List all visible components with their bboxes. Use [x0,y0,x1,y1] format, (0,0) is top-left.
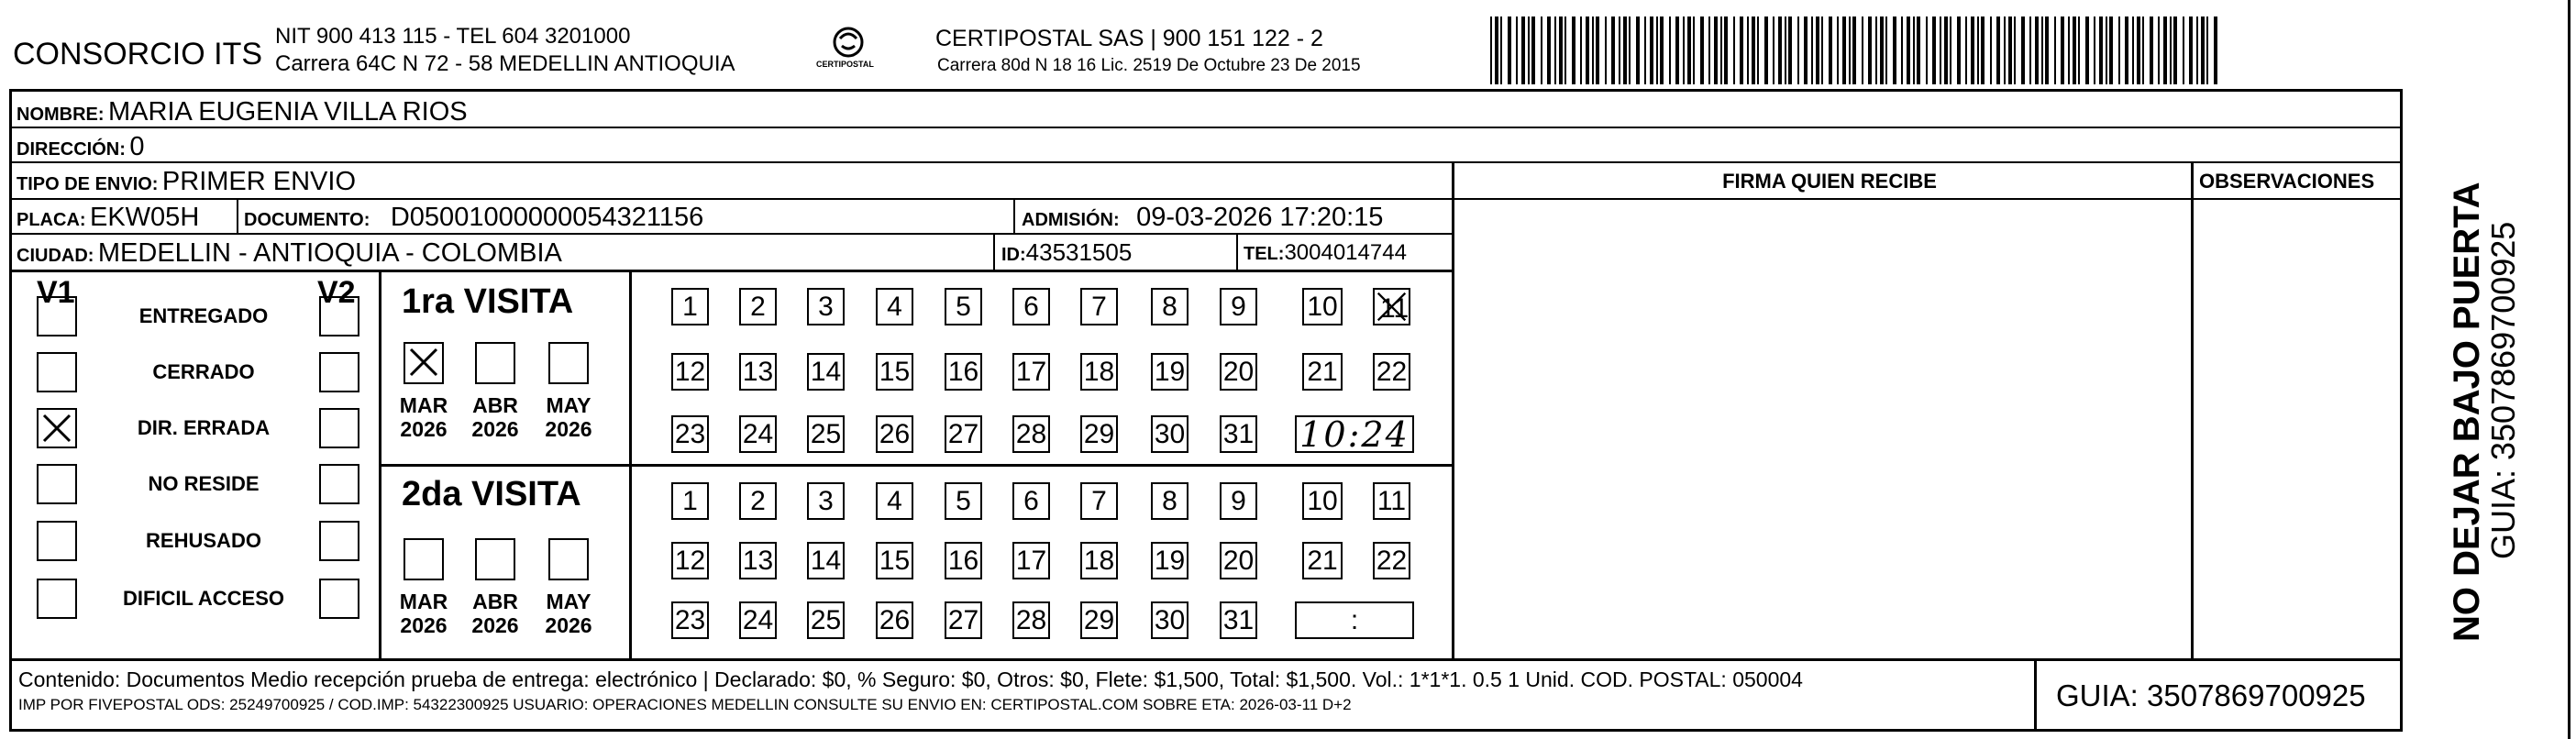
company-name: CONSORCIO ITS [13,37,263,72]
barcode-bar [1708,17,1710,84]
tel-label: TEL: [1244,244,1285,264]
barcode-bar [1683,17,1685,84]
row-line [9,198,1454,200]
barcode-bar [1996,17,2000,84]
day-box-22[interactable]: 22 [1373,542,1410,579]
barcode-bar [2035,17,2039,84]
day-box-7[interactable]: 7 [1080,288,1118,325]
month-label: ABR [472,393,518,417]
barcode-bar [2099,17,2103,84]
frame-bottom [9,729,2403,732]
barcode-bar [1764,17,1768,84]
barcode-bar [1580,17,1582,84]
status-label-1: CERRADO [152,360,255,383]
barcode-bar [2061,17,2064,84]
month-checkbox-may[interactable] [548,342,589,384]
day-box-14[interactable]: 14 [807,542,845,579]
row-line [9,127,2403,128]
barcode-bar [1656,17,1658,84]
barcode-bar [1611,17,1615,84]
v2-checkbox-0[interactable] [319,296,359,336]
row-line [9,161,2403,163]
v2-checkbox-3[interactable] [319,464,359,504]
barcode-bar [2132,17,2134,84]
barcode-bar [1849,17,1851,84]
barcode-bar [1797,17,1799,84]
barcode-bar [1490,17,1492,84]
day-box-3[interactable]: 3 [807,482,845,520]
barcode-bar [1852,17,1856,84]
barcode-bar [1605,17,1607,84]
barcode-bar [1917,17,1920,84]
barcode-bar [1693,17,1695,84]
month-checkbox-abr[interactable] [475,538,515,580]
day-box-7[interactable]: 7 [1080,482,1118,520]
day-box-22[interactable]: 22 [1373,353,1410,391]
frame-left [9,89,12,731]
barcode-bar [1868,17,1872,84]
ciudad-row [17,240,562,267]
v1-checkbox-4[interactable] [37,521,77,561]
day-number: 11 [1380,293,1410,324]
barcode-bar [1977,17,1979,84]
month-label: MAR [399,393,448,417]
documento-value: D05001000000054321156 [390,203,704,232]
row-line [1454,198,2403,200]
barcode-bar [1788,17,1792,84]
barcode-bar [1740,17,1743,84]
time-box[interactable]: 10:24 [1295,415,1414,453]
x-mark-icon [1375,290,1409,324]
col-line [993,233,995,271]
direccion-label: DIRECCIÓN: [17,139,126,160]
admision-value: 09-03-2026 17:20:15 [1136,203,1384,232]
barcode-bar [2109,17,2113,84]
v2-checkbox-2[interactable] [319,408,359,448]
col-line [1236,233,1238,271]
barcode-bar [1971,17,1974,84]
barcode-bar [1804,17,1808,84]
barcode-bar [1893,17,1896,84]
day-box-9[interactable]: 9 [1220,288,1257,325]
company-address: Carrera 64C N 72 - 58 MEDELLIN ANTIOQUIA [275,51,735,76]
barcode-bar [1965,17,1967,84]
day-box-17[interactable]: 17 [1012,353,1050,391]
day-box-20[interactable]: 20 [1220,542,1257,579]
barcode-bar [1957,17,1961,84]
x-mark-icon [39,410,75,447]
barcode-bar [2029,17,2031,84]
ciudad-value: MEDELLIN - ANTIOQUIA - COLOMBIA [97,238,562,268]
day-box-5[interactable]: 5 [945,288,982,325]
barcode-bar [1644,17,1646,84]
barcode-bar [1913,17,1915,84]
barcode-bar [1660,17,1664,84]
barcode-bar [1500,17,1502,84]
month-label: MAY [546,590,591,613]
barcode-bar [1821,17,1823,84]
barcode-bar [1700,17,1704,84]
month-checkbox-may[interactable] [548,538,589,580]
day-box-5[interactable]: 5 [945,482,982,520]
day-box-17[interactable]: 17 [1012,542,1050,579]
barcode-bar [2142,17,2144,84]
barcode-bar [1675,17,1679,84]
id-value: 43531505 [1025,238,1133,266]
day-box-11[interactable] [1373,288,1410,325]
col-line [237,198,238,235]
barcode-bar [1757,17,1759,84]
barcode-bar [2125,17,2128,84]
day-box-9[interactable]: 9 [1220,482,1257,520]
v1-checkbox-2[interactable] [37,408,77,448]
nombre-label: NOMBRE: [17,105,105,125]
v1-checkbox-3[interactable] [37,464,77,504]
visit1-title: 1ra VISITA [402,282,574,321]
day-box-31[interactable]: 31 [1220,415,1257,453]
day-box-19[interactable]: 19 [1151,353,1188,391]
col-line [1452,161,1454,660]
firma-label: FIRMA QUIEN RECIBE [1722,170,1937,193]
day-box-31[interactable]: 31 [1220,601,1257,639]
day-box-6[interactable]: 6 [1012,482,1050,520]
day-box-10[interactable]: 10 [1302,482,1343,520]
tipo-label: TIPO DE ENVIO: [17,174,159,194]
year-label: 2026 [471,417,519,441]
barcode-bar [1724,17,1728,84]
status-label-2: DIR. ERRADA [137,416,271,439]
day-box-4[interactable]: 4 [876,482,913,520]
logo-text: CERTIPOSTAL [816,60,874,69]
day-box-25[interactable]: 25 [807,415,845,453]
visit2-title: 2da VISITA [402,475,581,513]
barcode-bar [2078,17,2080,84]
barcode-bar [1862,17,1863,84]
outer-right [2568,0,2570,739]
tipo-value: PRIMER ENVIO [161,167,357,196]
day-box-23[interactable]: 23 [671,601,709,639]
side-warning: NO DEJAR BAJO PUERTA [2447,182,2487,642]
year-label: 2026 [471,613,519,637]
barcode-bar [1623,17,1627,84]
day-box-25[interactable]: 25 [807,601,845,639]
barcode-bar [1586,17,1589,84]
barcode-bar [1629,17,1631,84]
barcode-bar [1508,17,1511,84]
barcode-bar [2118,17,2120,84]
status-label-4: REHUSADO [146,529,261,552]
barcode-bar [2196,17,2198,84]
day-box-18[interactable]: 18 [1080,542,1118,579]
barcode-bar [2054,17,2056,84]
certipostal-logo [807,24,890,79]
year-label: 2026 [545,613,592,637]
barcode-bar [1619,17,1620,84]
barcode-bar [1564,17,1566,84]
time-box[interactable]: : [1295,601,1414,639]
day-box-18[interactable]: 18 [1080,353,1118,391]
day-box-24[interactable]: 24 [739,415,777,453]
id-row [1001,240,1132,264]
nombre-row [17,99,468,126]
barcode-bar [2041,17,2043,84]
tel-value: 3004014744 [1284,240,1407,265]
day-box-12[interactable]: 12 [671,542,709,579]
tipo-row [17,169,356,195]
barcode-bar [1829,17,1832,84]
day-box-1[interactable]: 1 [671,288,709,325]
day-box-20[interactable]: 20 [1220,353,1257,391]
barcode-bar [1528,17,1530,84]
barcode-bar [1521,17,1525,84]
day-box-29[interactable]: 29 [1080,601,1118,639]
barcode-bar [2014,17,2016,84]
barcode-bar [2206,17,2208,84]
day-box-26[interactable]: 26 [876,601,913,639]
barcode-bar [1901,17,1903,84]
barcode-bar [1785,17,1786,84]
v1-checkbox-0[interactable] [37,296,77,336]
side-guia: GUIA: 3507869700925 [2484,221,2522,559]
barcode-bar [1554,17,1556,84]
barcode-bar [1752,17,1755,84]
year-label: 2026 [400,613,448,637]
barcode-bar [2214,17,2217,84]
logo-icon [807,24,890,79]
company-nit: NIT 900 413 115 - TEL 604 3201000 [275,24,631,49]
day-box-3[interactable]: 3 [807,288,845,325]
day-box-29[interactable]: 29 [1080,415,1118,453]
direccion-value: 0 [129,132,145,161]
day-box-11[interactable]: 11 [1373,482,1410,520]
day-box-26[interactable]: 26 [876,415,913,453]
barcode-bar [1636,17,1640,84]
barcode-bar [1720,17,1722,84]
status-label-0: ENTREGADO [138,304,269,327]
col-line [2034,658,2037,732]
barcode-bar [1926,17,1928,84]
barcode-bar [2137,17,2140,84]
v1-label: V1 [37,275,75,310]
footer-contenido: Contenido: Documentos Medio recepción prueba de entrega: electrónico | Declarado: $0, % Seguro: $0, Otros: $0, Flete: $1,500, Total: $1,500. Vol.: 1*1*1. 0.5 1 Unid. COD. POSTAL: 050004 [18,667,1803,691]
placa-label: PLACA: [17,210,86,230]
barcode-bar [2170,17,2172,84]
barcode-bar [2173,17,2177,84]
v1-checkbox-5[interactable] [37,579,77,619]
barcode-bar [2189,17,2193,84]
barcode-bar [1990,17,1992,84]
col-line [2191,161,2194,660]
barcode-bar [2045,17,2049,84]
v2-checkbox-5[interactable] [319,579,359,619]
documento-row [244,204,703,231]
barcode-bar [1747,17,1749,84]
barcode-bar [2073,17,2076,84]
day-box-13[interactable]: 13 [739,353,777,391]
barcode-bar [1495,17,1498,84]
day-box-15[interactable]: 15 [876,353,913,391]
v1-checkbox-1[interactable] [37,352,77,392]
barcode-bar [1944,17,1948,84]
day-box-21[interactable]: 21 [1302,353,1343,391]
month-label: MAY [546,393,591,417]
barcode-bar [2068,17,2070,84]
day-box-27[interactable]: 27 [945,601,982,639]
frame-top [9,89,2403,92]
v2-checkbox-4[interactable] [319,521,359,561]
year-label: 2026 [400,417,448,441]
day-box-2[interactable]: 2 [739,288,777,325]
day-box-4[interactable]: 4 [876,288,913,325]
day-box-12[interactable]: 12 [671,353,709,391]
barcode-bar [2150,17,2153,84]
id-label: ID: [1001,245,1026,265]
barcode-bar [1669,17,1671,84]
barcode-bar [1875,17,1877,84]
barcode-bar [2094,17,2095,84]
day-box-19[interactable]: 19 [1151,542,1188,579]
barcode-bar [2021,17,2025,84]
ciudad-label: CIUDAD: [17,246,94,266]
barcode-bar [2158,17,2160,84]
x-mark-icon [405,344,442,381]
observaciones-label: OBSERVACIONES [2199,170,2375,193]
v2-label: V2 [317,275,356,310]
day-box-1[interactable]: 1 [671,482,709,520]
day-box-6[interactable]: 6 [1012,288,1050,325]
day-box-24[interactable]: 24 [739,601,777,639]
year-label: 2026 [545,417,592,441]
day-box-15[interactable]: 15 [876,542,913,579]
barcode-bar [1778,17,1782,84]
barcode-bar [1596,17,1599,84]
barcode-bar [1559,17,1563,84]
barcode-bar [2183,17,2184,84]
barcode [1490,17,2224,84]
barcode-bar [1907,17,1910,84]
v2-checkbox-1[interactable] [319,352,359,392]
frame-right [2400,89,2403,731]
barcode-bar [1842,17,1846,84]
barcode-bar [1880,17,1884,84]
day-box-14[interactable]: 14 [807,353,845,391]
day-box-27[interactable]: 27 [945,415,982,453]
barcode-bar [1687,17,1691,84]
row-line [379,464,1454,467]
barcode-bar [2106,17,2107,84]
day-box-8[interactable]: 8 [1151,288,1188,325]
month-label: MAR [399,590,448,613]
status-label-5: DIFICIL ACCESO [122,587,284,610]
barcode-bar [1811,17,1813,84]
day-box-30[interactable]: 30 [1151,415,1188,453]
documento-label: DOCUMENTO: [244,210,370,230]
month-checkbox-mar[interactable] [404,538,444,580]
barcode-bar [1733,17,1735,84]
placa-row [17,204,199,231]
day-box-10[interactable]: 10 [1302,288,1343,325]
month-checkbox-abr[interactable] [475,342,515,384]
barcode-bar [2004,17,2006,84]
day-box-8[interactable]: 8 [1151,482,1188,520]
day-box-2[interactable]: 2 [739,482,777,520]
row-line [9,658,2403,661]
status-label-3: NO RESIDE [148,472,260,495]
day-box-28[interactable]: 28 [1012,415,1050,453]
day-box-23[interactable]: 23 [671,415,709,453]
courier-info: CERTIPOSTAL SAS | 900 151 122 - 2 [935,26,1323,51]
courier-license: Carrera 80d N 18 16 Lic. 2519 De Octubre 23 De 2015 [937,56,1361,75]
barcode-bar [2201,17,2205,84]
barcode-bar [1541,17,1542,84]
barcode-bar [1932,17,1936,84]
barcode-bar [1592,17,1594,84]
barcode-bar [2163,17,2167,84]
barcode-bar [1572,17,1575,84]
footer-guia: GUIA: 3507869700925 [2056,678,2366,712]
month-checkbox-mar[interactable] [404,342,444,384]
barcode-bar [1837,17,1839,84]
col-line [1013,198,1015,235]
tel-row [1244,242,1407,264]
day-box-30[interactable]: 30 [1151,601,1188,639]
day-box-28[interactable]: 28 [1012,601,1050,639]
day-box-16[interactable]: 16 [945,542,982,579]
barcode-bar [1650,17,1653,84]
barcode-bar [1773,17,1774,84]
barcode-bar [1547,17,1551,84]
month-label: ABR [472,590,518,613]
barcode-bar [1516,17,1518,84]
day-box-21[interactable]: 21 [1302,542,1343,579]
day-box-13[interactable]: 13 [739,542,777,579]
barcode-bar [1885,17,1887,84]
admision-label: ADMISIÓN: [1022,210,1120,230]
barcode-bar [1816,17,1819,84]
day-box-16[interactable]: 16 [945,353,982,391]
direccion-row [17,134,144,160]
barcode-bar [1981,17,1985,84]
barcode-bar [1940,17,1941,84]
barcode-bar [2085,17,2089,84]
admision-row [1022,204,1383,231]
nombre-value: MARIA EUGENIA VILLA RIOS [108,97,468,127]
placa-value: EKW05H [90,203,200,232]
barcode-bar [1714,17,1718,84]
barcode-bar [2008,17,2012,84]
barcode-bar [1950,17,1951,84]
barcode-bar [1531,17,1535,84]
footer-imp: IMP POR FIVEPOSTAL ODS: 25249700925 / COD.IMP: 54322300925 USUARIO: OPERACIONES MEDELLIN CONSULTE SU ENVIO EN: CERTIPOSTAL.COM SOBRE ETA: 2026-03-11 D+2 [18,696,1352,713]
